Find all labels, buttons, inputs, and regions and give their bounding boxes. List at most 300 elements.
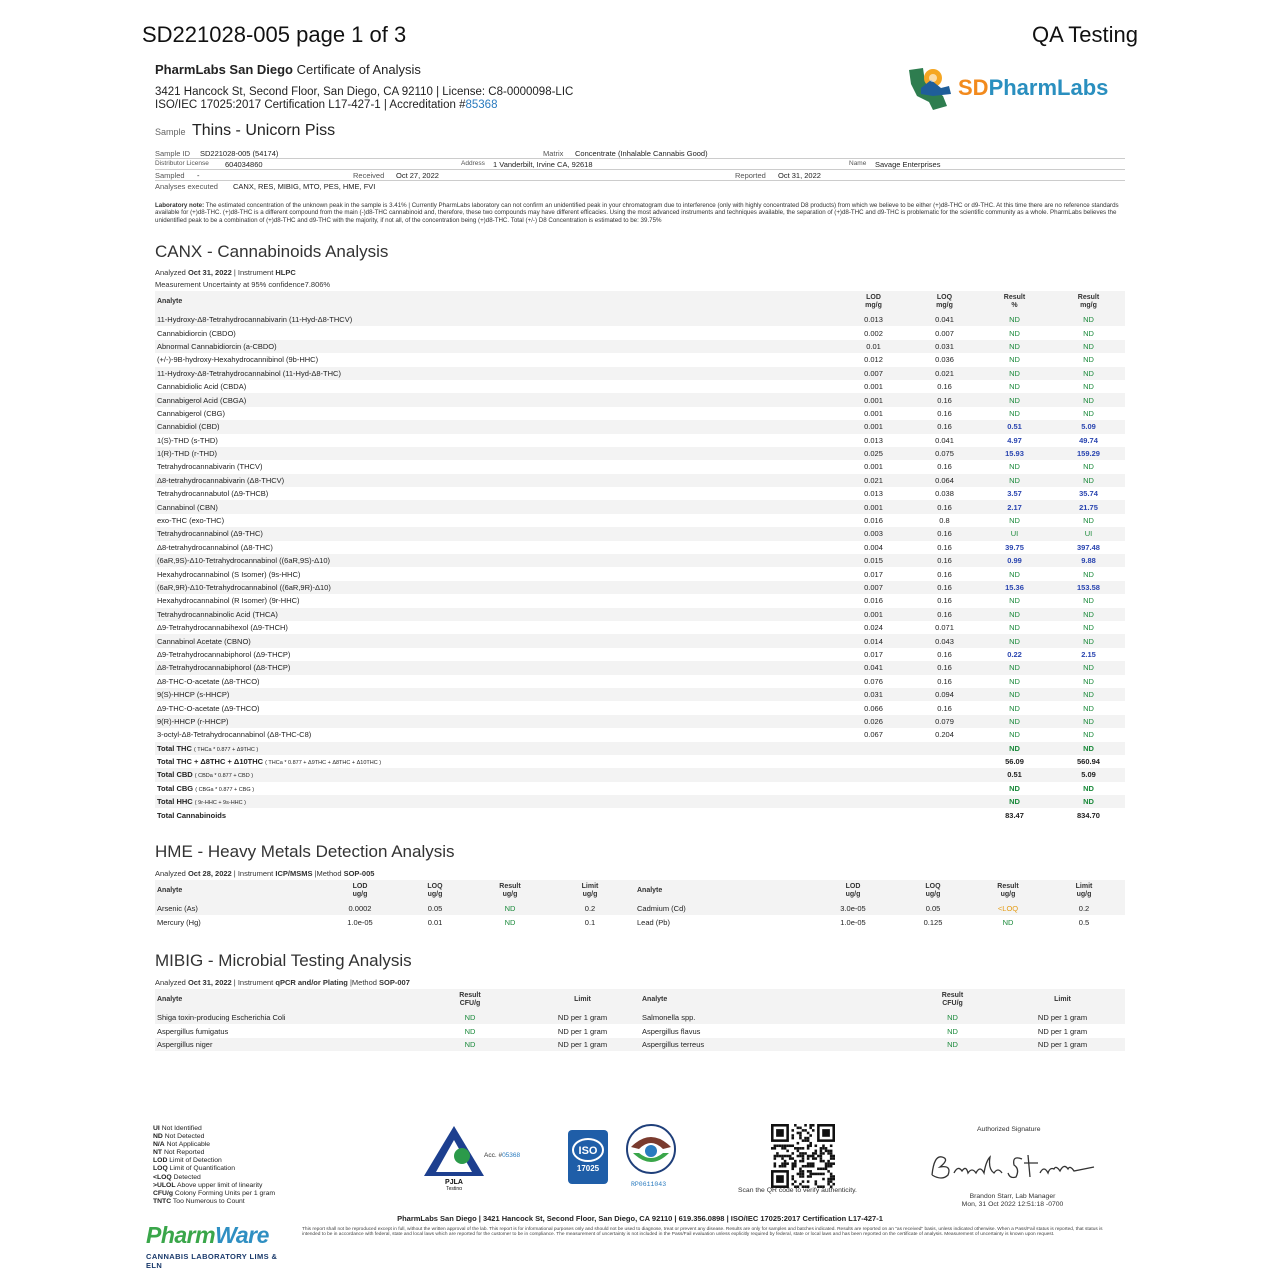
analyte-name: Δ8-Tetrahydrocannabiphorol (Δ8-THCP): [155, 661, 835, 674]
result-pct: ND: [977, 340, 1052, 353]
analyte-name: (6aR,9R)-Δ10-Tetrahydrocannabinol ((6aR,9R)-Δ10): [155, 581, 835, 594]
iso-17025-icon: [568, 1130, 608, 1184]
abbreviation-legend: [153, 1125, 275, 1206]
lod-value: 0.007: [835, 581, 912, 594]
lod-value: 0.014: [835, 634, 912, 647]
result-pct: 3.57: [1007, 489, 1022, 499]
mibig-table: Analyte Result CFU/g Limit Analyte Result CFU/g Limit Shiga toxin-producing Escherichia Coli ND ND per 1 gram Salmonella spp. ND ND per 1 gram Aspergillus fumigatus ND ND per 1 gram Aspergillus flavus ND ND per 1 gram Aspergillus niger ND ND per 1 gram Aspergillus terreus ND ND per 1 gram: [155, 989, 1125, 1051]
mibig-analyzed: Analyzed Oct 31, 2022 | Instrument qPCR and/or Plating |Method SOP-007: [155, 978, 410, 987]
accreditation-link[interactable]: 85368: [465, 99, 498, 111]
canx-row: [155, 500, 1125, 513]
pjla-triangle-icon: [422, 1124, 486, 1190]
loq-value: 0.031: [912, 340, 977, 353]
svg-text:ISO: ISO: [578, 1145, 598, 1157]
analyte-name: Cannabidiolic Acid (CBDA): [157, 382, 247, 392]
loq-value: 0.204: [935, 730, 954, 740]
qr-caption: Scan the QR code to verify authenticity.: [738, 1187, 857, 1194]
canx-row: [155, 326, 1125, 339]
lod-value: 0.001: [864, 462, 883, 472]
canx-row: [155, 380, 1125, 393]
department-badge: [623, 1123, 678, 1191]
analyte-name: (6aR,9S)-Δ10-Tetrahydrocannabinol ((6aR,9S)-Δ10): [155, 554, 835, 567]
result-pct: ND: [1009, 408, 1020, 418]
lod-value: 0.076: [864, 676, 883, 686]
lod-value: 0.066: [864, 703, 883, 713]
legend-item: >ULOL Above upper limit of linearity: [153, 1181, 263, 1189]
loq-value: 0.021: [912, 367, 977, 380]
analyte-name: Tetrahydrocannabivarin (THCV): [157, 462, 263, 472]
svg-text:17025: 17025: [576, 1164, 600, 1173]
result-pct: ND: [1009, 382, 1020, 392]
lod-value: 0.004: [864, 542, 883, 552]
lod-value: 0.031: [835, 688, 912, 701]
total-name: Total THC + Δ8THC + Δ10THC ( THCa * 0.877 + Δ9THC + Δ8THC + Δ10THC ): [157, 757, 382, 767]
loq-value: 0.16: [937, 462, 952, 472]
lod-value: 0.026: [835, 715, 912, 728]
loq-value: 0.16: [912, 581, 977, 594]
lod-value: 0.001: [864, 408, 883, 418]
result-pct: ND: [977, 474, 1052, 487]
canx-row: [155, 688, 1125, 701]
canx-row: [155, 313, 1125, 326]
canx-total-row: [155, 755, 1125, 768]
sdpharmlabs-logo: [903, 62, 1128, 114]
analyte-name: 11-Hydroxy-Δ8-Tetrahydrocannabinol (11-Hyd-Δ8-THC): [155, 367, 835, 380]
result-pct: ND: [1009, 703, 1020, 713]
california-logo-icon: [903, 62, 959, 114]
analyte-name: Δ8-tetrahydrocannabinol (Δ8-THC): [157, 542, 273, 552]
analyte-name: 9(R)-HHCP (r-HHCP): [155, 715, 835, 728]
result-mg: ND: [1052, 634, 1125, 647]
analyte-name: 9(S)-HHCP (s-HHCP): [155, 688, 835, 701]
loq-value: 0.16: [937, 703, 952, 713]
canx-row: [155, 541, 1125, 554]
limit-value: ND per 1 gram: [1037, 1026, 1088, 1036]
result-value: ND: [905, 1011, 1000, 1024]
signer-info: Brandon Starr, Lab Manager Mon, 31 Oct 2022 12:51:18 -0700: [961, 1193, 1064, 1208]
analyte-name: (+/-)-9B-hydroxy-Hexahydrocannibinol (9b-HHC): [157, 355, 319, 365]
result-pct: 0.22: [1007, 649, 1022, 659]
loq-value: 0.036: [935, 355, 954, 365]
analyte-name: Shiga toxin-producing Escherichia Coli: [155, 1011, 415, 1024]
col-result-pct: Result %: [1003, 294, 1026, 309]
canx-row: [155, 567, 1125, 580]
canx-row: [155, 608, 1125, 621]
analyte-name: Tetrahydrocannabutol (Δ9-THCB): [157, 489, 269, 499]
analyte-name: Lead (Pb): [637, 917, 670, 927]
canx-row: [155, 581, 1125, 594]
loq-value: 0.05: [395, 902, 475, 915]
result-pct: 39.75: [1005, 542, 1024, 552]
limit-value: ND per 1 gram: [1000, 1011, 1125, 1024]
analyte-name: Δ9-Tetrahydrocannabiphorol (Δ9-THCP): [157, 649, 291, 659]
analyte-name: Cannabidiorcin (CBDO): [157, 328, 236, 338]
analyte-name: Tetrahydrocannabinolic Acid (THCA): [155, 608, 835, 621]
limit-value: 0.1: [584, 917, 596, 927]
iso-line: ISO/IEC 17025:2017 Certification L17-427-1 | Accreditation #: [155, 99, 466, 111]
loq-value: 0.007: [935, 328, 954, 338]
loq-value: 0.16: [912, 393, 977, 406]
result-value: <LOQ: [973, 902, 1043, 915]
result-mg: ND: [1083, 382, 1094, 392]
total-pct: ND: [977, 795, 1052, 808]
canx-row: [155, 661, 1125, 674]
col-lod: LOD mg/g: [865, 294, 882, 309]
analyte-name: Arsenic (As): [155, 902, 325, 915]
disclaimer: This report shall not be reproduced except in full, without the written approval of the lab. This report is for informational purposes only and should not be used to diagnose, treat or prevent any disease. Results are only for samples and batches indicated. Results are reported on an "as received" basis, unless indicated otherwise. When a Pass/Fail status is reported, that status is intended to be in accordance with federal, state and local laws which are reported for the customer to be in compliance. The measurement of uncertainty is not included in the Pass/Fail evaluation unless explicitly required by federal, state or local laws and has been reported on the certificate of analysis. Measurement of uncertainty is known upon request.: [302, 1227, 1103, 1238]
loq-value: 0.075: [912, 447, 977, 460]
loq-value: 0.16: [937, 649, 952, 659]
loq-value: 0.16: [937, 596, 952, 606]
canx-total-row: [155, 795, 1125, 808]
analyte-name: 3-octyl-Δ8-Tetrahydrocannabinol (Δ8-THC-C8): [157, 730, 312, 740]
loq-value: 0.8: [939, 516, 950, 526]
lab-name: PharmLabs San Diego: [155, 62, 293, 77]
result-value: ND: [475, 902, 545, 915]
result-pct: ND: [1009, 569, 1020, 579]
analyte-name: Abnormal Cannabidiorcin (a-CBDO): [155, 340, 835, 353]
lod-value: 0.024: [864, 623, 883, 633]
authorized-signature-label: Authorized Signature: [977, 1126, 1041, 1133]
total-mg: 5.09: [1052, 768, 1125, 781]
analyte-name: Δ9-THC-O-acetate (Δ9-THCO): [157, 703, 260, 713]
canx-row: [155, 434, 1125, 447]
result-value: ND: [504, 917, 516, 927]
limit-value: ND per 1 gram: [557, 1026, 608, 1036]
analyte-name: 1(S)-THD (s-THD): [157, 435, 218, 445]
canx-row: [155, 621, 1125, 634]
lod-value: 0.013: [864, 435, 883, 445]
result-mg: ND: [1052, 367, 1125, 380]
hme-analyzed: Analyzed Oct 28, 2022 | Instrument ICP/MSMS |Method SOP-005: [155, 869, 375, 878]
loq-value: 0.05: [893, 902, 973, 915]
result-mg: ND: [1083, 408, 1094, 418]
result-value: ND: [1002, 917, 1014, 927]
loq-value: 0.16: [937, 408, 952, 418]
pjla-badge: [422, 1124, 532, 1190]
lod-value: 0.001: [835, 393, 912, 406]
result-value: ND: [415, 1011, 525, 1024]
result-pct: ND: [1009, 623, 1020, 633]
result-pct: 0.99: [977, 554, 1052, 567]
mibig-row: [155, 1038, 1125, 1051]
result-mg: ND: [1083, 596, 1094, 606]
limit-value: 0.2: [545, 902, 635, 915]
loq-value: 0.043: [912, 634, 977, 647]
lod-value: 0.001: [835, 500, 912, 513]
analyte-name: Cannabigerol Acid (CBGA): [155, 393, 835, 406]
result-mg: 159.29: [1052, 447, 1125, 460]
result-pct: ND: [977, 634, 1052, 647]
canx-row: [155, 594, 1125, 607]
lod-value: 0.016: [864, 596, 883, 606]
limit-value: 0.2: [1043, 902, 1125, 915]
result-pct: ND: [977, 661, 1052, 674]
analyte-name: Δ8-THC-O-acetate (Δ8-THCO): [157, 676, 260, 686]
analyte-name: Δ9-Tetrahydrocannabihexol (Δ9-THCH): [157, 623, 288, 633]
lod-value: 0.041: [835, 661, 912, 674]
canx-row: [155, 728, 1125, 741]
lod-value: 0.013: [864, 489, 883, 499]
lod-value: 0.021: [835, 474, 912, 487]
loq-value: 0.01: [427, 917, 443, 927]
result-mg: 153.58: [1052, 581, 1125, 594]
legend-item: <LOQ Detected: [153, 1173, 201, 1181]
sample-heading: [155, 122, 335, 140]
loq-value: 0.16: [937, 676, 952, 686]
legend-item: TNTC Too Numerous to Count: [153, 1197, 245, 1205]
loq-value: 0.041: [912, 313, 977, 326]
mibig-title: MIBIG - Microbial Testing Analysis: [155, 951, 412, 970]
lod-value: 0.013: [835, 313, 912, 326]
lod-value: 0.016: [864, 516, 883, 526]
total-pct: 56.09: [1005, 757, 1024, 767]
loq-value: 0.038: [935, 489, 954, 499]
loq-value: 0.16: [912, 661, 977, 674]
result-pct: ND: [1009, 730, 1020, 740]
result-pct: ND: [977, 715, 1052, 728]
sample-name: Thins - Unicorn Piss: [191, 122, 336, 139]
loq-value: 0.16: [912, 554, 977, 567]
total-name: Total THC ( THCa * 0.877 + Δ9THC ): [155, 742, 977, 755]
col-analyte: Analyte: [157, 298, 183, 305]
result-pct: ND: [1009, 462, 1020, 472]
limit-value: ND per 1 gram: [1000, 1038, 1125, 1051]
result-mg: ND: [1052, 715, 1125, 728]
result-value: ND: [464, 1026, 476, 1036]
loq-value: 0.16: [912, 608, 977, 621]
loq-value: 0.125: [923, 917, 943, 927]
laboratory-note: Laboratory note: The estimated concentration of the unknown peak in the sample is 3.41% | Currently PharmLabs laboratory can not confirm an unidentified peak in your chromatogram due to interference (only with highly concentrated D8 products) from which we believe to be either (+)d8-THC or d9-THC. At this time there are no reference standards available for (+)d8-THC. (+)d8-THC is a different compound from the main (-)d8-THC cannabinoid and, therefore, these two compounds may have different efficacies. Using the most advanced instruments and techniques available, the separation of (+)d8-THC and d9-THC is problematic for the scientific community as a whole. PharmLabs believes the unidentified peak to be a combination of (+)d8-THC and d9-THC with the majority, if not all, of the concentration being (+)d8-THC. Total (+/-) D8 Concentration is estimated to be: 39.75%: [155, 202, 1119, 224]
result-mg: ND: [1083, 516, 1094, 526]
meta-row-4: Analyses executed CANX, RES, MIBIG, MTO, PES, HME, FVI: [155, 182, 376, 191]
analyte-name: Cannabigerol (CBG): [157, 408, 225, 418]
result-mg: ND: [1083, 676, 1094, 686]
loq-value: 0.041: [935, 435, 954, 445]
result-mg: ND: [1083, 328, 1094, 338]
lod-value: 0.015: [835, 554, 912, 567]
analyte-name: Aspergillus terreus: [640, 1038, 905, 1051]
legend-item: UI Not Identified: [153, 1125, 202, 1132]
canx-row: [155, 353, 1125, 366]
analyte-name: Cannabidiol (CBD): [155, 420, 835, 433]
loq-value: 0.16: [937, 382, 952, 392]
legend-item: ND Not Detected: [153, 1133, 205, 1141]
iso-badge: [568, 1130, 608, 1184]
result-pct: ND: [977, 313, 1052, 326]
result-pct: ND: [1009, 596, 1020, 606]
result-pct: 15.93: [977, 447, 1052, 460]
loq-value: 0.16: [912, 420, 977, 433]
lod-value: 0.017: [864, 649, 883, 659]
result-mg: ND: [1083, 569, 1094, 579]
canx-row: [155, 460, 1125, 473]
canx-row: [155, 554, 1125, 567]
analyte-name: Hexahydrocannabinol (R Isomer) (9r-HHC): [157, 596, 300, 606]
loq-value: 0.16: [937, 569, 952, 579]
lod-value: 0.001: [864, 382, 883, 392]
result-mg: 397.48: [1077, 542, 1100, 552]
footer-address: PharmLabs San Diego | 3421 Hancock St, Second Floor, San Diego, CA 92110 | 619.356.0898 | ISO/IEC 17025:2017 Certification L17-427-1: [397, 1214, 883, 1223]
col-loq: LOQ mg/g: [936, 294, 953, 309]
analyte-name: 11-Hydroxy-Δ8-Tetrahydrocannabivarin (11-Hyd-Δ8-THCV): [155, 313, 835, 326]
lod-value: 0.01: [835, 340, 912, 353]
result-pct: 15.36: [977, 581, 1052, 594]
result-pct: UI: [977, 527, 1052, 540]
meta-row-3: Sampled - Received Oct 27, 2022 Reported Oct 31, 2022: [155, 170, 1125, 181]
result-mg: 49.74: [1079, 435, 1098, 445]
lod-value: 0.067: [864, 730, 883, 740]
department-seal-icon: [623, 1123, 678, 1179]
svg-text:PJLA: PJLA: [445, 1179, 463, 1186]
canx-row: [155, 447, 1125, 460]
lod-value: 1.0e-05: [840, 917, 866, 927]
result-mg: ND: [1052, 393, 1125, 406]
canx-row: [155, 648, 1125, 661]
lod-value: 0.001: [835, 420, 912, 433]
analyte-name: Salmonella spp.: [640, 1011, 905, 1024]
total-name: Total HHC ( 9r-HHC + 9s-HHC ): [155, 795, 977, 808]
result-mg: UI: [1052, 527, 1125, 540]
total-name: Total CBG ( CBGa * 0.877 + CBG ): [157, 783, 255, 793]
lod-value: 0.012: [864, 355, 883, 365]
canx-row: [155, 340, 1125, 353]
lod-value: 3.0e-05: [813, 902, 893, 915]
doc-type: Certificate of Analysis: [296, 62, 421, 77]
loq-value: 0.064: [912, 474, 977, 487]
loq-value: 0.079: [912, 715, 977, 728]
pjla-accreditation: Acc. #05368: [484, 1152, 521, 1159]
result-pct: ND: [1009, 676, 1020, 686]
mibig-row: [155, 1011, 1125, 1024]
analyte-name: Hexahydrocannabinol (S Isomer) (9s-HHC): [157, 569, 301, 579]
result-mg: ND: [1052, 608, 1125, 621]
canx-row: [155, 527, 1125, 540]
meta-row-2: Distributor License 604034860 Address 1 Vanderbilt, Irvine CA, 92618 Name Savage Enterprises: [155, 159, 1125, 170]
total-mg: ND: [1052, 742, 1125, 755]
legend-item: LOQ Limit of Quantification: [153, 1165, 235, 1173]
lod-value: 0.001: [835, 608, 912, 621]
result-pct: ND: [977, 608, 1052, 621]
loq-value: 0.071: [935, 623, 954, 633]
total-mg: ND: [1052, 795, 1125, 808]
total-mg: 834.70: [1077, 810, 1100, 820]
canx-row: [155, 634, 1125, 647]
canx-row: [155, 420, 1125, 433]
pharmware-logo: PharmWare CANNABIS LABORATORY LIMS & ELN: [146, 1222, 278, 1270]
meta-row-1: Sample ID SD221028-005 (54174) Matrix Concentrate (Inhalable Cannabis Good): [155, 148, 1125, 159]
result-pct: ND: [1009, 328, 1020, 338]
limit-value: ND per 1 gram: [525, 1038, 640, 1051]
analyte-name: Cannabinol Acetate (CBNO): [155, 634, 835, 647]
canx-uncertainty: Measurement Uncertainty at 95% confidence7.806%: [155, 280, 331, 289]
canx-total-row: [155, 742, 1125, 755]
loq-value: 0.16: [937, 542, 952, 552]
svg-text:Testing: Testing: [446, 1186, 462, 1190]
limit-value: ND per 1 gram: [525, 1011, 640, 1024]
result-pct: 2.17: [977, 500, 1052, 513]
qr-code-icon: [771, 1124, 835, 1188]
canx-row: [155, 701, 1125, 714]
logo-text: SDPharmLabs: [958, 75, 1109, 100]
total-mg: ND: [1083, 783, 1094, 793]
total-pct: ND: [977, 742, 1052, 755]
sample-label: Sample: [155, 127, 186, 137]
result-value: ND: [905, 1038, 1000, 1051]
lab-address: 3421 Hancock St, Second Floor, San Diego, CA 92110 | License: C8-0000098-LIC: [155, 86, 574, 98]
result-mg: ND: [1052, 340, 1125, 353]
result-mg: ND: [1083, 703, 1094, 713]
qa-testing-label: QA Testing: [1032, 22, 1138, 47]
signature-image: [928, 1145, 1100, 1191]
loq-value: 0.16: [912, 527, 977, 540]
canx-title: CANX - Cannabinoids Analysis: [155, 242, 389, 261]
qr-code[interactable]: [771, 1124, 835, 1188]
legend-item: N/A Not Applicable: [153, 1141, 211, 1149]
result-mg: 21.75: [1052, 500, 1125, 513]
total-name: Total Cannabinoids: [157, 810, 227, 820]
canx-row: [155, 367, 1125, 380]
result-mg: 5.09: [1052, 420, 1125, 433]
handwritten-signature-icon: [928, 1145, 1100, 1191]
lod-value: 0.017: [864, 569, 883, 579]
result-pct: ND: [1009, 355, 1020, 365]
result-mg: ND: [1052, 313, 1125, 326]
total-pct: 83.47: [1005, 810, 1024, 820]
col-result-mg: Result mg/g: [1077, 294, 1100, 309]
total-name: Total CBD ( CBDa * 0.877 + CBD ): [155, 768, 977, 781]
hme-table: Analyte LOD ug/g LOQ ug/g Result ug/g Limit ug/g Analyte LOD ug/g LOQ ug/g Result ug/g Limit ug/g Arsenic (As) 0.0002 0.05 ND 0.2 Cadmium (Cd) 3.0e-05 0.05 <LOQ 0.2 Mercury (Hg) 1.0e-05 0.01 ND 0.1 Lead (Pb) 1.0e-05 0.125 ND 0.5: [155, 880, 1125, 929]
document-id: SD221028-005 page 1 of 3: [142, 22, 407, 47]
loq-value: 0.16: [912, 500, 977, 513]
canx-row: [155, 407, 1125, 420]
result-pct: ND: [977, 367, 1052, 380]
total-pct: ND: [1009, 783, 1020, 793]
result-mg: ND: [1052, 661, 1125, 674]
analyte-name: Mercury (Hg): [157, 917, 201, 927]
analyte-name: 1(R)-THD (r-THD): [155, 447, 835, 460]
result-mg: 2.15: [1081, 649, 1096, 659]
result-mg: ND: [1083, 355, 1094, 365]
analyte-name: Aspergillus flavus: [642, 1026, 701, 1036]
legend-item: LOD Limit of Detection: [153, 1157, 222, 1165]
result-mg: ND: [1083, 462, 1094, 472]
analyte-name: Cannabinol (CBN): [155, 500, 835, 513]
lod-value: 0.025: [835, 447, 912, 460]
canx-total-row: [155, 808, 1125, 821]
result-pct: ND: [977, 688, 1052, 701]
canx-analyzed: Analyzed Oct 31, 2022 | Instrument HLPC: [155, 268, 296, 277]
mibig-row: [155, 1024, 1125, 1037]
canx-row: [155, 487, 1125, 500]
limit-value: 0.5: [1078, 917, 1090, 927]
total-pct: 0.51: [977, 768, 1052, 781]
result-value: ND: [947, 1026, 958, 1036]
canx-row: [155, 474, 1125, 487]
result-pct: ND: [977, 393, 1052, 406]
result-pct: 4.97: [1007, 435, 1022, 445]
result-value: ND: [415, 1038, 525, 1051]
canx-total-row: [155, 768, 1125, 781]
analyte-name: Δ8-tetrahydrocannabivarin (Δ8-THCV): [155, 474, 835, 487]
lod-value: 0.0002: [325, 902, 395, 915]
canx-row: [155, 514, 1125, 527]
result-pct: 0.51: [977, 420, 1052, 433]
lab-certification: [155, 99, 497, 111]
canx-row: [155, 675, 1125, 688]
hme-row: [155, 902, 1125, 915]
lod-value: 0.002: [864, 328, 883, 338]
